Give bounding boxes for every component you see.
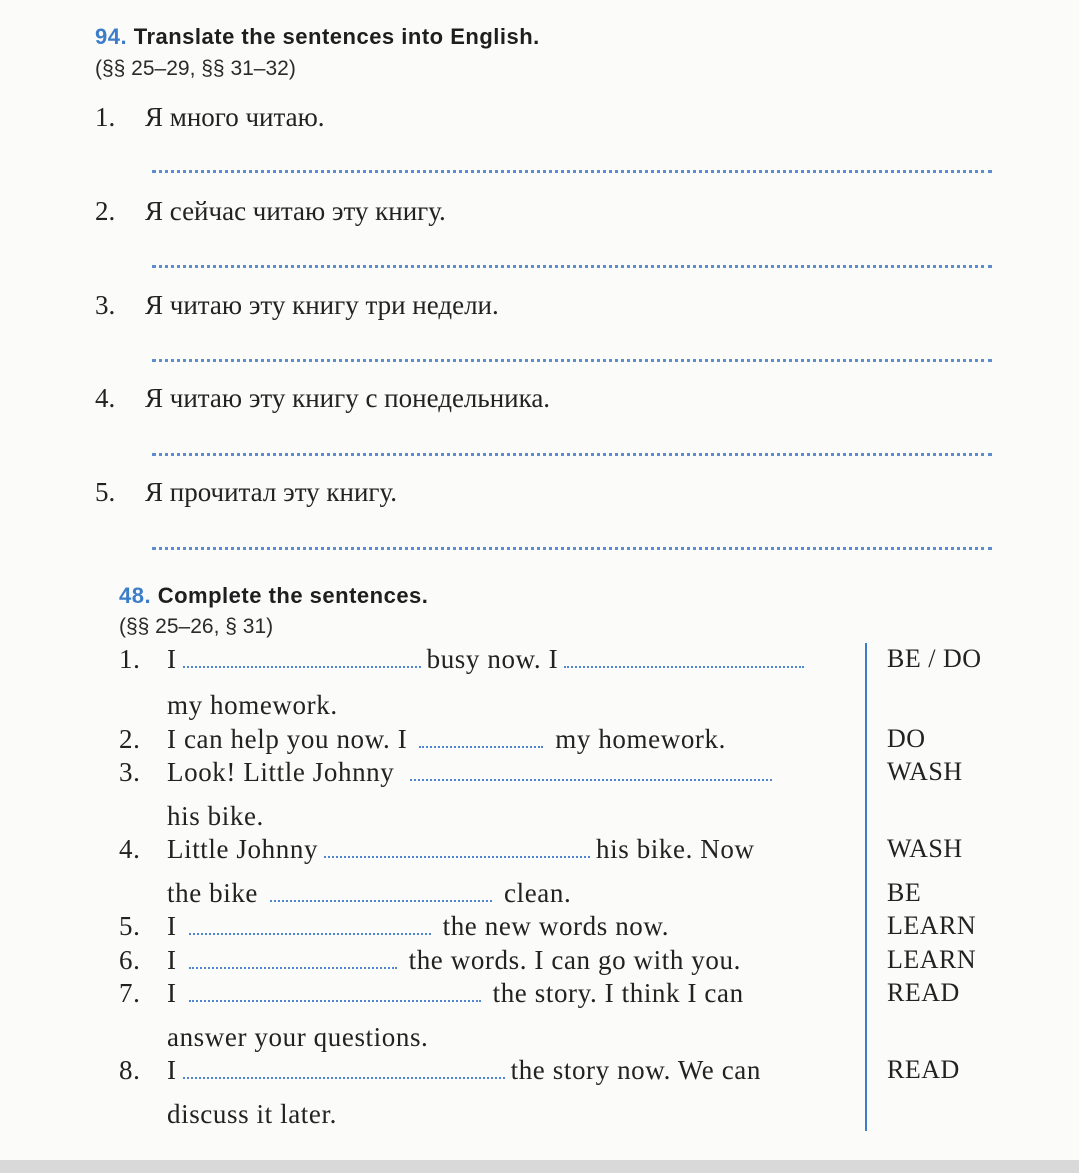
blank-field[interactable] xyxy=(564,666,804,668)
text-segment: I can help you now. I xyxy=(167,724,408,754)
item-number: 6. xyxy=(119,945,141,975)
sentence-row-7 xyxy=(119,978,744,1009)
verb-hint: LEARN xyxy=(887,945,977,974)
text-segment: the words. I can go with you. xyxy=(408,945,741,975)
item-number: 2. xyxy=(119,724,141,754)
verb-hint: WASH xyxy=(887,834,963,863)
answer-line-4[interactable] xyxy=(152,453,992,456)
sentence-row-1-cont: my homework. xyxy=(167,690,338,720)
item-number: 3. xyxy=(119,757,141,787)
text-segment: the story now. We can xyxy=(510,1055,761,1085)
sentence-text: Я прочитал эту книгу. xyxy=(145,477,398,507)
sentence-row-3 xyxy=(119,757,778,788)
verb-hint: BE xyxy=(887,878,922,907)
text-segment: I xyxy=(167,644,177,674)
item-number: 3. xyxy=(95,290,116,320)
verb-hint: READ xyxy=(887,1055,960,1084)
text-segment: the bike xyxy=(167,878,259,908)
text-segment: I xyxy=(167,1055,177,1085)
sentence-row-8-cont: discuss it later. xyxy=(167,1099,337,1129)
exercise-number: 48. xyxy=(119,583,152,608)
exercise-title: Translate the sentences into English. xyxy=(133,24,540,49)
sentence-5 xyxy=(95,477,397,508)
verb-hint: DO xyxy=(887,724,926,753)
blank-field[interactable] xyxy=(270,900,492,902)
item-number: 5. xyxy=(95,477,116,507)
sentence-text: Я читаю эту книгу с понедельника. xyxy=(145,383,551,413)
exercise-refs: (§§ 25–29, §§ 31–32) xyxy=(95,57,296,80)
blank-field[interactable] xyxy=(410,779,772,781)
sentence-text: Я читаю эту книгу три недели. xyxy=(145,290,499,320)
text-segment: clean. xyxy=(504,878,572,908)
sentence-row-5 xyxy=(119,911,669,942)
sentence-row-2 xyxy=(119,724,726,755)
item-number: 1. xyxy=(119,644,141,674)
exercise-title: Complete the sentences. xyxy=(157,583,429,608)
item-number: 4. xyxy=(119,834,141,864)
text-segment: my homework. xyxy=(555,724,726,754)
answer-line-1[interactable] xyxy=(152,170,992,173)
verb-hint: LEARN xyxy=(887,911,977,940)
verb-hint: READ xyxy=(887,978,960,1007)
blank-field[interactable] xyxy=(324,856,590,858)
sentence-3 xyxy=(95,290,499,321)
blank-field[interactable] xyxy=(419,746,543,748)
sentence-1 xyxy=(95,102,325,133)
sentence-row-7-cont: answer your questions. xyxy=(167,1022,429,1052)
text-segment: Little Johnny xyxy=(167,834,319,864)
text-segment: I xyxy=(167,945,177,975)
exercise-number: 94. xyxy=(95,24,128,49)
item-number: 2. xyxy=(95,196,116,226)
sentence-row-3-cont: his bike. xyxy=(167,801,264,831)
blank-field[interactable] xyxy=(183,666,421,668)
exercise-94-heading xyxy=(95,24,540,50)
page-bottom-edge xyxy=(0,1160,1079,1173)
item-number: 8. xyxy=(119,1055,141,1085)
blank-field[interactable] xyxy=(183,1077,505,1079)
verb-hint: BE / DO xyxy=(887,644,982,673)
text-segment: the new words now. xyxy=(442,911,670,941)
sentence-text: Я сейчас читаю эту книгу. xyxy=(145,196,446,226)
sentence-row-1 xyxy=(119,644,810,675)
sentence-row-4-cont xyxy=(167,878,571,909)
item-number: 7. xyxy=(119,978,141,1008)
text-segment: Look! Little Johnny xyxy=(167,757,395,787)
sentence-row-6 xyxy=(119,945,741,976)
answer-line-2[interactable] xyxy=(152,265,992,268)
blank-field[interactable] xyxy=(189,967,397,969)
item-number: 4. xyxy=(95,383,116,413)
text-segment: his bike. Now xyxy=(596,834,755,864)
sentence-4 xyxy=(95,383,550,414)
sentence-2 xyxy=(95,196,446,227)
text-segment: the story. I think I can xyxy=(492,978,744,1008)
verb-column-divider xyxy=(865,643,867,1131)
sentence-text: Я много читаю. xyxy=(145,102,325,132)
text-segment: busy now. I xyxy=(426,644,559,674)
item-number: 1. xyxy=(95,102,116,132)
answer-line-3[interactable] xyxy=(152,359,992,362)
exercise-refs: (§§ 25–26, § 31) xyxy=(119,615,274,638)
blank-field[interactable] xyxy=(189,933,431,935)
text-segment: I xyxy=(167,911,177,941)
exercise-48-heading xyxy=(119,583,428,609)
blank-field[interactable] xyxy=(189,1000,481,1002)
verb-hint: WASH xyxy=(887,757,963,786)
sentence-row-8 xyxy=(119,1055,761,1086)
text-segment: I xyxy=(167,978,177,1008)
item-number: 5. xyxy=(119,911,141,941)
sentence-row-4 xyxy=(119,834,755,865)
answer-line-5[interactable] xyxy=(152,547,992,550)
